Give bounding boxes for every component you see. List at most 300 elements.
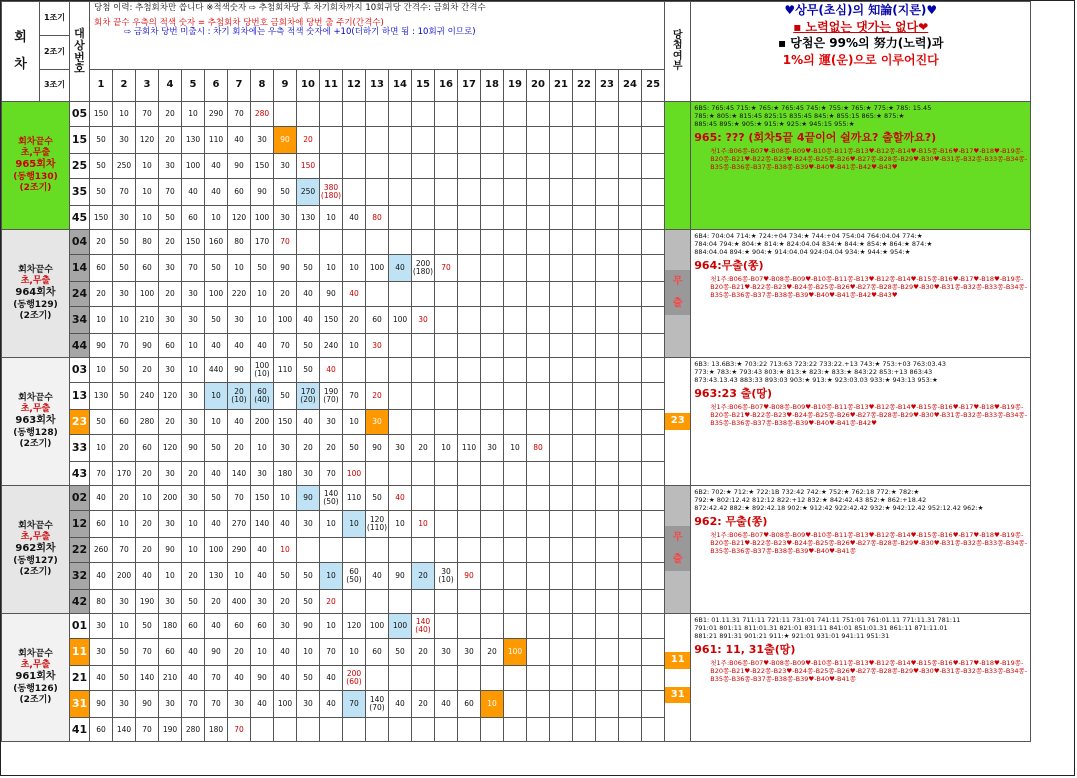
interval-cell: 90 — [136, 334, 159, 358]
interval-cell — [481, 462, 504, 486]
interval-cell: 30 — [251, 590, 274, 614]
interval-cell: 60 — [90, 511, 113, 538]
interval-cell: 40 — [90, 563, 113, 590]
interval-cell: 10 — [343, 334, 366, 358]
interval-cell — [435, 307, 458, 334]
round-note — [691, 614, 1031, 742]
interval-cell — [435, 462, 458, 486]
interval-cell: 70 — [274, 230, 297, 255]
interval-cell — [458, 127, 481, 154]
interval-cell: 80 — [90, 590, 113, 614]
interval-cell — [343, 358, 366, 383]
interval-cell — [274, 102, 297, 127]
interval-cell: 30 — [481, 435, 504, 462]
column-number: 11 — [320, 70, 343, 102]
interval-cell — [435, 718, 458, 742]
interval-cell — [458, 206, 481, 230]
interval-cell: 90 — [251, 666, 274, 691]
column-number: 23 — [596, 70, 619, 102]
interval-cell — [458, 230, 481, 255]
interval-cell — [527, 282, 550, 307]
interval-cell — [596, 511, 619, 538]
interval-cell: 10 — [412, 511, 435, 538]
interval-cell: 40 — [274, 639, 297, 666]
interval-cell — [573, 614, 596, 639]
rank-subheader: 2조기 — [40, 36, 70, 70]
interval-cell — [596, 230, 619, 255]
rep-number: 45 — [70, 206, 90, 230]
interval-cell — [619, 206, 642, 230]
interval-cell — [596, 486, 619, 511]
interval-cell — [504, 334, 527, 358]
interval-cell: 70 — [320, 639, 343, 666]
interval-cell: 240 — [320, 334, 343, 358]
interval-cell: 30 — [366, 410, 389, 435]
interval-cell: 50 — [90, 179, 113, 206]
interval-cell — [297, 102, 320, 127]
interval-cell — [504, 718, 527, 742]
interval-cell: 20 — [159, 102, 182, 127]
rep-number: 21 — [70, 666, 90, 691]
round-label-line: 초,무출 — [20, 660, 51, 670]
interval-cell: 50 — [159, 206, 182, 230]
interval-cell — [481, 102, 504, 127]
interval-cell — [596, 614, 619, 639]
interval-cell: 40 — [343, 282, 366, 307]
interval-cell — [642, 179, 665, 206]
interval-cell: 10 — [90, 307, 113, 334]
interval-cell — [619, 639, 642, 666]
interval-cell — [642, 538, 665, 563]
interval-cell: 50 — [297, 255, 320, 282]
interval-cell: 240 — [136, 383, 159, 410]
interval-cell: 20 — [182, 462, 205, 486]
rank-subheader: 3조기 — [40, 70, 70, 102]
info-banner — [90, 2, 665, 70]
interval-cell — [389, 358, 412, 383]
interval-cell: 90 — [182, 435, 205, 462]
interval-cell — [573, 282, 596, 307]
interval-cell — [412, 127, 435, 154]
column-number: 20 — [527, 70, 550, 102]
round-label-line: (2조기) — [19, 695, 52, 705]
interval-cell: 190 — [136, 590, 159, 614]
interval-cell — [573, 639, 596, 666]
interval-cell — [550, 230, 573, 255]
interval-cell — [642, 334, 665, 358]
column-number: 18 — [481, 70, 504, 102]
interval-cell: 40 — [205, 179, 228, 206]
interval-cell: 90 — [90, 334, 113, 358]
table-row — [2, 486, 1031, 511]
interval-cell — [550, 358, 573, 383]
interval-cell — [481, 666, 504, 691]
interval-cell: 50 — [90, 127, 113, 154]
interval-cell — [458, 358, 481, 383]
interval-cell — [389, 206, 412, 230]
interval-cell: 30 — [389, 435, 412, 462]
interval-cell — [458, 486, 481, 511]
interval-cell — [619, 410, 642, 435]
interval-cell: 30 — [159, 511, 182, 538]
rank-column-header: 회 차 — [2, 2, 40, 102]
interval-cell: 70 — [113, 179, 136, 206]
rep-number: 14 — [70, 255, 90, 282]
interval-cell: 10 — [389, 511, 412, 538]
interval-cell: 50 — [113, 230, 136, 255]
interval-cell: 10 — [182, 358, 205, 383]
interval-cell — [458, 383, 481, 410]
interval-cell: 50 — [113, 383, 136, 410]
interval-cell: 10 — [90, 358, 113, 383]
round-label-line: 회차끝수 — [18, 392, 53, 403]
interval-cell — [412, 179, 435, 206]
interval-cell: 20 — [412, 639, 435, 666]
interval-cell — [435, 282, 458, 307]
round-note — [691, 230, 1031, 358]
note-line-2: 773:★ 783:★ 793:43 803:★ 813:★ 823:★ 833:★ 843:22 853:+13 863:43 — [694, 368, 933, 377]
interval-cell: 10 — [205, 383, 228, 410]
interval-cell — [527, 410, 550, 435]
interval-cell: 90 — [159, 538, 182, 563]
motto-line-2: ▪ 노력없는 댓가는 없다❤ — [793, 19, 929, 34]
note-line-1: 6B5: 765:45 715:★ 765:★ 765:45 745:★ 755:★ 765:★ 775:★ 785: 15.45 — [694, 104, 932, 112]
interval-cell — [596, 307, 619, 334]
interval-cell: 30 — [113, 590, 136, 614]
interval-cell: 100 — [251, 206, 274, 230]
result-badge: 무 출 — [665, 526, 690, 571]
interval-cell — [596, 282, 619, 307]
interval-cell: 110 — [458, 435, 481, 462]
interval-cell: 50 — [205, 255, 228, 282]
interval-cell: 40 — [251, 538, 274, 563]
interval-cell: 10 — [274, 538, 297, 563]
interval-cell — [343, 538, 366, 563]
round-label-line: 회차끝수 — [18, 264, 53, 275]
interval-cell — [527, 334, 550, 358]
interval-cell: 20 — [366, 383, 389, 410]
interval-cell — [504, 255, 527, 282]
rep-number: 22 — [70, 538, 90, 563]
interval-cell: 40 — [182, 639, 205, 666]
interval-cell — [527, 666, 550, 691]
interval-cell — [527, 538, 550, 563]
interval-cell: 140 — [228, 462, 251, 486]
interval-cell: 290 — [228, 538, 251, 563]
interval-cell: 120 — [159, 383, 182, 410]
interval-cell: 20 — [412, 435, 435, 462]
round-label-line: (2조기) — [19, 311, 52, 321]
interval-cell: 80 — [136, 230, 159, 255]
rep-number: 44 — [70, 334, 90, 358]
interval-cell — [573, 486, 596, 511]
interval-cell — [619, 307, 642, 334]
interval-cell — [619, 590, 642, 614]
interval-cell: 40 — [320, 358, 343, 383]
interval-cell — [435, 206, 458, 230]
interval-cell: 80 — [527, 435, 550, 462]
interval-cell: 30 — [297, 511, 320, 538]
interval-cell — [274, 718, 297, 742]
interval-cell: 100 (10) — [251, 358, 274, 383]
interval-cell: 50 — [113, 666, 136, 691]
interval-cell: 170 — [251, 230, 274, 255]
interval-cell — [389, 334, 412, 358]
interval-cell: 10 — [182, 334, 205, 358]
column-number: 22 — [573, 70, 596, 102]
interval-cell — [527, 179, 550, 206]
round-label-line: 961회차 — [15, 671, 56, 683]
interval-cell — [412, 538, 435, 563]
result-cell — [665, 614, 691, 742]
interval-cell: 40 — [366, 563, 389, 590]
column-number: 16 — [435, 70, 458, 102]
rep-number: 03 — [70, 358, 90, 383]
round-label — [2, 102, 70, 230]
round-note — [691, 102, 1031, 230]
interval-cell — [550, 206, 573, 230]
interval-cell: 250 — [113, 154, 136, 179]
interval-cell: 80 — [228, 230, 251, 255]
interval-cell: 280 — [182, 718, 205, 742]
interval-cell: 60 — [159, 639, 182, 666]
interval-cell — [619, 486, 642, 511]
interval-cell: 40 — [297, 307, 320, 334]
interval-cell: 10 — [136, 206, 159, 230]
interval-cell: 60 — [366, 307, 389, 334]
interval-cell: 130 — [297, 206, 320, 230]
interval-cell: 50 — [182, 590, 205, 614]
interval-cell — [527, 563, 550, 590]
table-row — [2, 358, 1031, 383]
interval-cell — [504, 307, 527, 334]
interval-cell — [642, 410, 665, 435]
interval-cell — [550, 718, 573, 742]
interval-cell — [481, 511, 504, 538]
interval-cell — [504, 410, 527, 435]
interval-cell: 50 — [205, 486, 228, 511]
interval-cell: 10 — [320, 206, 343, 230]
interval-cell — [458, 538, 481, 563]
interval-cell — [458, 154, 481, 179]
interval-cell — [527, 486, 550, 511]
interval-cell — [573, 410, 596, 435]
rep-number: 04 — [70, 230, 90, 255]
interval-cell: 10 — [228, 255, 251, 282]
interval-cell — [366, 462, 389, 486]
note-codes: 첫1주:B06쫑-B07♥-B08쫑-B09♥-B10쫑-B11쫑-B13♥-B12쫑-B14♥-B15쫑-B16♥-B17♥-B18♥-B19쫑-B20쫑-B21♥-B22쫑-B23♥-B24쫑-B25쫑-B26♥-B27쫑-B28쫑-B29♥-B30♥-B31쫑-B32쫑-B33쫑-B34쫑-B35쫑-B36쫑-B37쫑-B38쫑-B39♥-B40♥-B41쫑-B42♥-B43♥ — [710, 147, 1028, 172]
interval-cell: 20 — [90, 230, 113, 255]
interval-cell: 30 — [182, 307, 205, 334]
round-label-line: 회차끝수 — [18, 136, 53, 147]
round-label — [2, 230, 70, 358]
interval-cell — [527, 127, 550, 154]
interval-cell: 30 — [297, 691, 320, 718]
column-number: 14 — [389, 70, 412, 102]
interval-cell — [527, 230, 550, 255]
interval-cell — [481, 486, 504, 511]
interval-cell: 100 — [205, 282, 228, 307]
column-number: 7 — [228, 70, 251, 102]
interval-cell: 60 (40) — [251, 383, 274, 410]
interval-cell — [619, 691, 642, 718]
interval-cell: 40 — [297, 410, 320, 435]
interval-cell: 20 — [320, 590, 343, 614]
interval-cell: 190 (70) — [320, 383, 343, 410]
interval-cell — [642, 718, 665, 742]
interval-cell: 40 — [228, 666, 251, 691]
interval-cell — [504, 511, 527, 538]
interval-cell — [596, 435, 619, 462]
interval-cell: 40 — [228, 334, 251, 358]
interval-cell — [481, 230, 504, 255]
interval-cell: 150 — [90, 102, 113, 127]
interval-cell — [573, 307, 596, 334]
interval-cell: 60 — [228, 614, 251, 639]
interval-cell — [458, 462, 481, 486]
rep-number-header: 대 상 번 호 — [70, 2, 90, 102]
column-number: 5 — [182, 70, 205, 102]
result-badge: 11 — [665, 652, 690, 669]
interval-cell — [435, 614, 458, 639]
interval-cell: 280 — [136, 410, 159, 435]
interval-cell: 20 — [205, 590, 228, 614]
interval-cell: 30 — [182, 282, 205, 307]
interval-cell — [435, 383, 458, 410]
interval-cell: 90 — [297, 614, 320, 639]
interval-cell: 10 — [251, 307, 274, 334]
motto-line-3: ▪ 당첨은 99%의 努力(노력)과 — [778, 36, 944, 51]
motto-line-1: ♥상무(초심)의 知論(지론)♥ — [784, 3, 938, 17]
interval-cell: 210 — [136, 307, 159, 334]
table-row — [2, 102, 1031, 127]
rep-number: 33 — [70, 435, 90, 462]
interval-cell: 150 — [274, 410, 297, 435]
interval-cell: 60 — [228, 179, 251, 206]
interval-cell: 10 — [435, 435, 458, 462]
interval-cell — [642, 639, 665, 666]
rep-number: 41 — [70, 718, 90, 742]
interval-cell — [550, 255, 573, 282]
rep-number: 05 — [70, 102, 90, 127]
interval-cell — [481, 718, 504, 742]
round-label-line: 회차끝수 — [18, 520, 53, 531]
interval-cell — [343, 230, 366, 255]
interval-cell — [619, 462, 642, 486]
round-label-line: (동행129) — [13, 299, 58, 310]
interval-cell: 50 — [343, 435, 366, 462]
interval-cell: 140 (70) — [366, 691, 389, 718]
interval-cell — [343, 154, 366, 179]
interval-cell: 50 — [297, 563, 320, 590]
interval-cell — [642, 435, 665, 462]
column-number: 1 — [90, 70, 113, 102]
interval-cell — [504, 486, 527, 511]
interval-cell — [504, 614, 527, 639]
interval-cell — [435, 666, 458, 691]
interval-cell — [504, 538, 527, 563]
interval-cell: 10 — [343, 639, 366, 666]
info-line-3: ⇨ 금회차 당번 미출시 : 차기 회차에는 우측 적색 숫자에 +10(더하기 하면 됨 : 10회귀 이므로) — [124, 26, 476, 37]
interval-cell — [320, 102, 343, 127]
interval-cell — [550, 691, 573, 718]
interval-cell: 30 — [297, 462, 320, 486]
interval-cell — [527, 383, 550, 410]
interval-cell: 130 — [90, 383, 113, 410]
interval-cell — [504, 563, 527, 590]
interval-cell: 40 — [182, 666, 205, 691]
round-label — [2, 486, 70, 614]
interval-cell — [642, 691, 665, 718]
interval-cell — [389, 179, 412, 206]
interval-cell: 70 — [182, 255, 205, 282]
interval-cell: 30 — [182, 383, 205, 410]
interval-cell: 10 — [320, 614, 343, 639]
interval-cell — [619, 255, 642, 282]
interval-cell — [642, 282, 665, 307]
interval-cell: 100 — [389, 614, 412, 639]
interval-cell: 40 — [389, 486, 412, 511]
interval-cell: 10 — [205, 410, 228, 435]
interval-cell — [527, 255, 550, 282]
interval-cell: 100 — [504, 639, 527, 666]
interval-cell: 200 (60) — [343, 666, 366, 691]
interval-cell: 140 — [113, 718, 136, 742]
interval-cell: 20 — [113, 486, 136, 511]
note-title: 965: ??? (회차5끝 4끝이어 쉴까요? 출할까요?) — [694, 131, 937, 145]
interval-cell — [251, 718, 274, 742]
interval-cell — [412, 230, 435, 255]
interval-cell: 10 — [205, 206, 228, 230]
round-label-line: (2조기) — [19, 183, 52, 193]
interval-cell: 140 (40) — [412, 614, 435, 639]
interval-cell — [573, 718, 596, 742]
interval-cell — [550, 154, 573, 179]
interval-cell: 20 — [228, 435, 251, 462]
column-number: 6 — [205, 70, 228, 102]
interval-cell: 50 — [113, 255, 136, 282]
interval-cell — [573, 666, 596, 691]
interval-cell: 50 — [274, 563, 297, 590]
interval-cell — [550, 486, 573, 511]
interval-cell: 150 — [182, 230, 205, 255]
rep-number: 11 — [70, 639, 90, 666]
interval-cell: 10 — [251, 639, 274, 666]
interval-cell — [389, 154, 412, 179]
interval-cell — [642, 590, 665, 614]
interval-cell — [642, 206, 665, 230]
result-cell — [665, 102, 691, 230]
interval-cell — [619, 511, 642, 538]
interval-cell: 100 — [389, 307, 412, 334]
interval-cell — [573, 154, 596, 179]
interval-cell: 40 — [205, 614, 228, 639]
round-label-line: 초,무출 — [20, 148, 51, 158]
interval-cell: 30 — [90, 614, 113, 639]
interval-cell: 40 — [389, 255, 412, 282]
interval-cell — [527, 358, 550, 383]
interval-cell: 30 — [182, 410, 205, 435]
interval-cell — [481, 538, 504, 563]
column-number: 15 — [412, 70, 435, 102]
interval-cell: 90 — [389, 563, 412, 590]
interval-cell — [550, 410, 573, 435]
interval-cell: 70 — [182, 691, 205, 718]
interval-cell: 20 — [136, 538, 159, 563]
interval-cell: 30 — [90, 639, 113, 666]
interval-cell: 10 — [159, 563, 182, 590]
interval-cell — [504, 666, 527, 691]
